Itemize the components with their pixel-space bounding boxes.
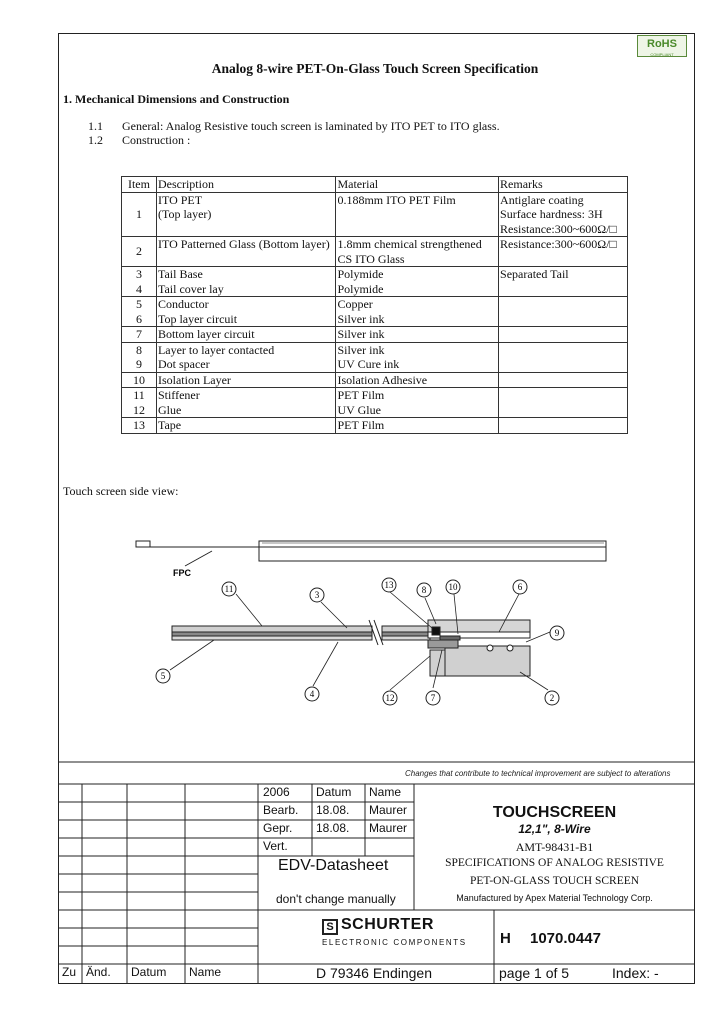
description-cell: Tape — [156, 418, 336, 434]
description-cell: ITO PET (Top layer) — [156, 192, 336, 237]
svg-text:2: 2 — [549, 693, 555, 703]
callout-markers — [156, 578, 564, 705]
svg-text:11: 11 — [224, 584, 234, 594]
zu-label: Zu — [62, 965, 77, 979]
bearb-date: 18.08. — [316, 803, 350, 817]
schurter-logo-icon: S — [322, 919, 338, 935]
item-cell: 2 — [122, 237, 157, 267]
material-cell: PET Film — [336, 418, 499, 434]
side-view-label: Touch screen side view: — [63, 484, 179, 498]
header-remarks: Remarks — [499, 177, 628, 193]
datum-label: Datum — [131, 965, 167, 979]
description-cell: Tail Base Tail cover lay — [156, 267, 336, 297]
callout-2 — [545, 691, 559, 705]
header-material: Material — [336, 177, 499, 193]
bearb-label: Bearb. — [263, 803, 299, 817]
item-cell: 5 6 — [122, 297, 157, 327]
doc-prefix: H — [500, 930, 511, 947]
callout-7 — [426, 691, 440, 705]
section-heading: 1. Mechanical Dimensions and Construction — [63, 92, 290, 106]
svg-text:5: 5 — [160, 671, 166, 681]
description-cell: Layer to layer contacted Dot spacer — [156, 342, 336, 372]
item-cell: 13 — [122, 418, 157, 434]
svg-text:13: 13 — [384, 580, 394, 590]
construction-text: Construction : — [122, 133, 191, 147]
header-item: Item — [122, 177, 157, 193]
item-cell: 3 4 — [122, 267, 157, 297]
overview-diagram — [136, 541, 606, 566]
doc-number: 1070.0447 — [530, 930, 601, 947]
callout-8 — [417, 583, 431, 597]
rohs-logo: RoHS COMPLIANT — [637, 35, 687, 57]
header-description: Description — [156, 177, 336, 193]
description-cell: Bottom layer circuit — [156, 327, 336, 343]
description-cell: Isolation Layer — [156, 372, 336, 388]
callout-6 — [513, 580, 527, 594]
item-cell: 11 12 — [122, 388, 157, 418]
svg-text:4: 4 — [309, 689, 315, 699]
material-cell: Polymide Polymide — [336, 267, 499, 297]
remarks-cell: Antiglare coating Surface hardness: 3H Resistance:300~600Ω/□ — [499, 192, 628, 237]
product-size: 12,1", 8-Wire — [518, 822, 591, 836]
year: 2006 — [263, 785, 290, 799]
edv-datasheet: EDV-Datasheet — [278, 857, 389, 874]
item-cell: 10 — [122, 372, 157, 388]
description-cell: Conductor Top layer circuit — [156, 297, 336, 327]
callout-13 — [382, 578, 396, 592]
index-label: Index: - — [612, 965, 659, 981]
brand-subtitle: ELECTRONIC COMPONENTS — [322, 938, 467, 947]
item-cell: 7 — [122, 327, 157, 343]
name-label: Name — [189, 965, 222, 979]
material-cell: 0.188mm ITO PET Film — [336, 192, 499, 237]
callout-11 — [222, 582, 236, 596]
callout-9 — [550, 626, 564, 640]
spec-line-b: PET-ON-GLASS TOUCH SCREEN — [469, 875, 640, 887]
aend-label: Änd. — [86, 965, 111, 979]
cross-section — [172, 620, 530, 676]
construction-number: 1.2 — [88, 133, 103, 147]
callout-4 — [305, 687, 319, 701]
description-cell: ITO Patterned Glass (Bottom layer) — [156, 237, 336, 267]
material-cell: Copper Silver ink — [336, 297, 499, 327]
address: D 79346 Endingen — [316, 965, 432, 981]
callout-10 — [446, 580, 460, 594]
material-cell: Isolation Adhesive — [336, 372, 499, 388]
remarks-cell: Resistance:300~600Ω/□ — [499, 237, 628, 267]
callout-12 — [383, 691, 397, 705]
manufacturer: Manufactured by Apex Material Technology Corp. — [456, 893, 653, 903]
gepr-label: Gepr. — [263, 821, 293, 835]
changes-note: Changes that contribute to technical improvement are subject to alterations — [405, 769, 671, 778]
callout-3 — [310, 588, 324, 602]
datum-header: Datum — [316, 785, 352, 799]
vert-label: Vert. — [263, 839, 288, 853]
gepr-name: Maurer — [369, 821, 408, 835]
page-indicator: page 1 of 5 — [499, 965, 570, 981]
general-number: 1.1 — [88, 119, 103, 133]
svg-text:10: 10 — [448, 582, 458, 592]
spec-line-a: SPECIFICATIONS OF ANALOG RESISTIVE — [445, 857, 664, 869]
material-cell: Silver ink UV Cure ink — [336, 342, 499, 372]
svg-text:7: 7 — [430, 693, 436, 703]
description-cell: Stiffener Glue — [156, 388, 336, 418]
fpc-label: FPC — [173, 568, 191, 578]
material-cell: 1.8mm chemical strengthened CS ITO Glass — [336, 237, 499, 267]
svg-text:8: 8 — [421, 585, 427, 595]
svg-text:9: 9 — [554, 628, 560, 638]
general-text: General: Analog Resistive touch screen is laminated by ITO PET to ITO glass. — [122, 119, 500, 133]
gepr-date: 18.08. — [316, 821, 350, 835]
bearb-name: Maurer — [369, 803, 408, 817]
material-cell: PET Film UV Glue — [336, 388, 499, 418]
material-cell: Silver ink — [336, 327, 499, 343]
item-cell: 8 9 — [122, 342, 157, 372]
svg-text:12: 12 — [385, 693, 395, 703]
dont-change-note: don't change manually — [276, 892, 396, 906]
document-title: Analog 8-wire PET-On-Glass Touch Screen Specification — [211, 61, 539, 76]
svg-text:6: 6 — [517, 582, 523, 592]
part-number: AMT-98431-B1 — [515, 840, 594, 854]
name-header: Name — [369, 785, 402, 799]
svg-text:3: 3 — [314, 590, 320, 600]
brand-name: SCHURTER — [341, 916, 434, 933]
item-cell: 1 — [122, 192, 157, 237]
callout-5 — [156, 669, 170, 683]
product-title: TOUCHSCREEN — [492, 804, 617, 821]
remarks-cell: Separated Tail — [499, 267, 628, 297]
